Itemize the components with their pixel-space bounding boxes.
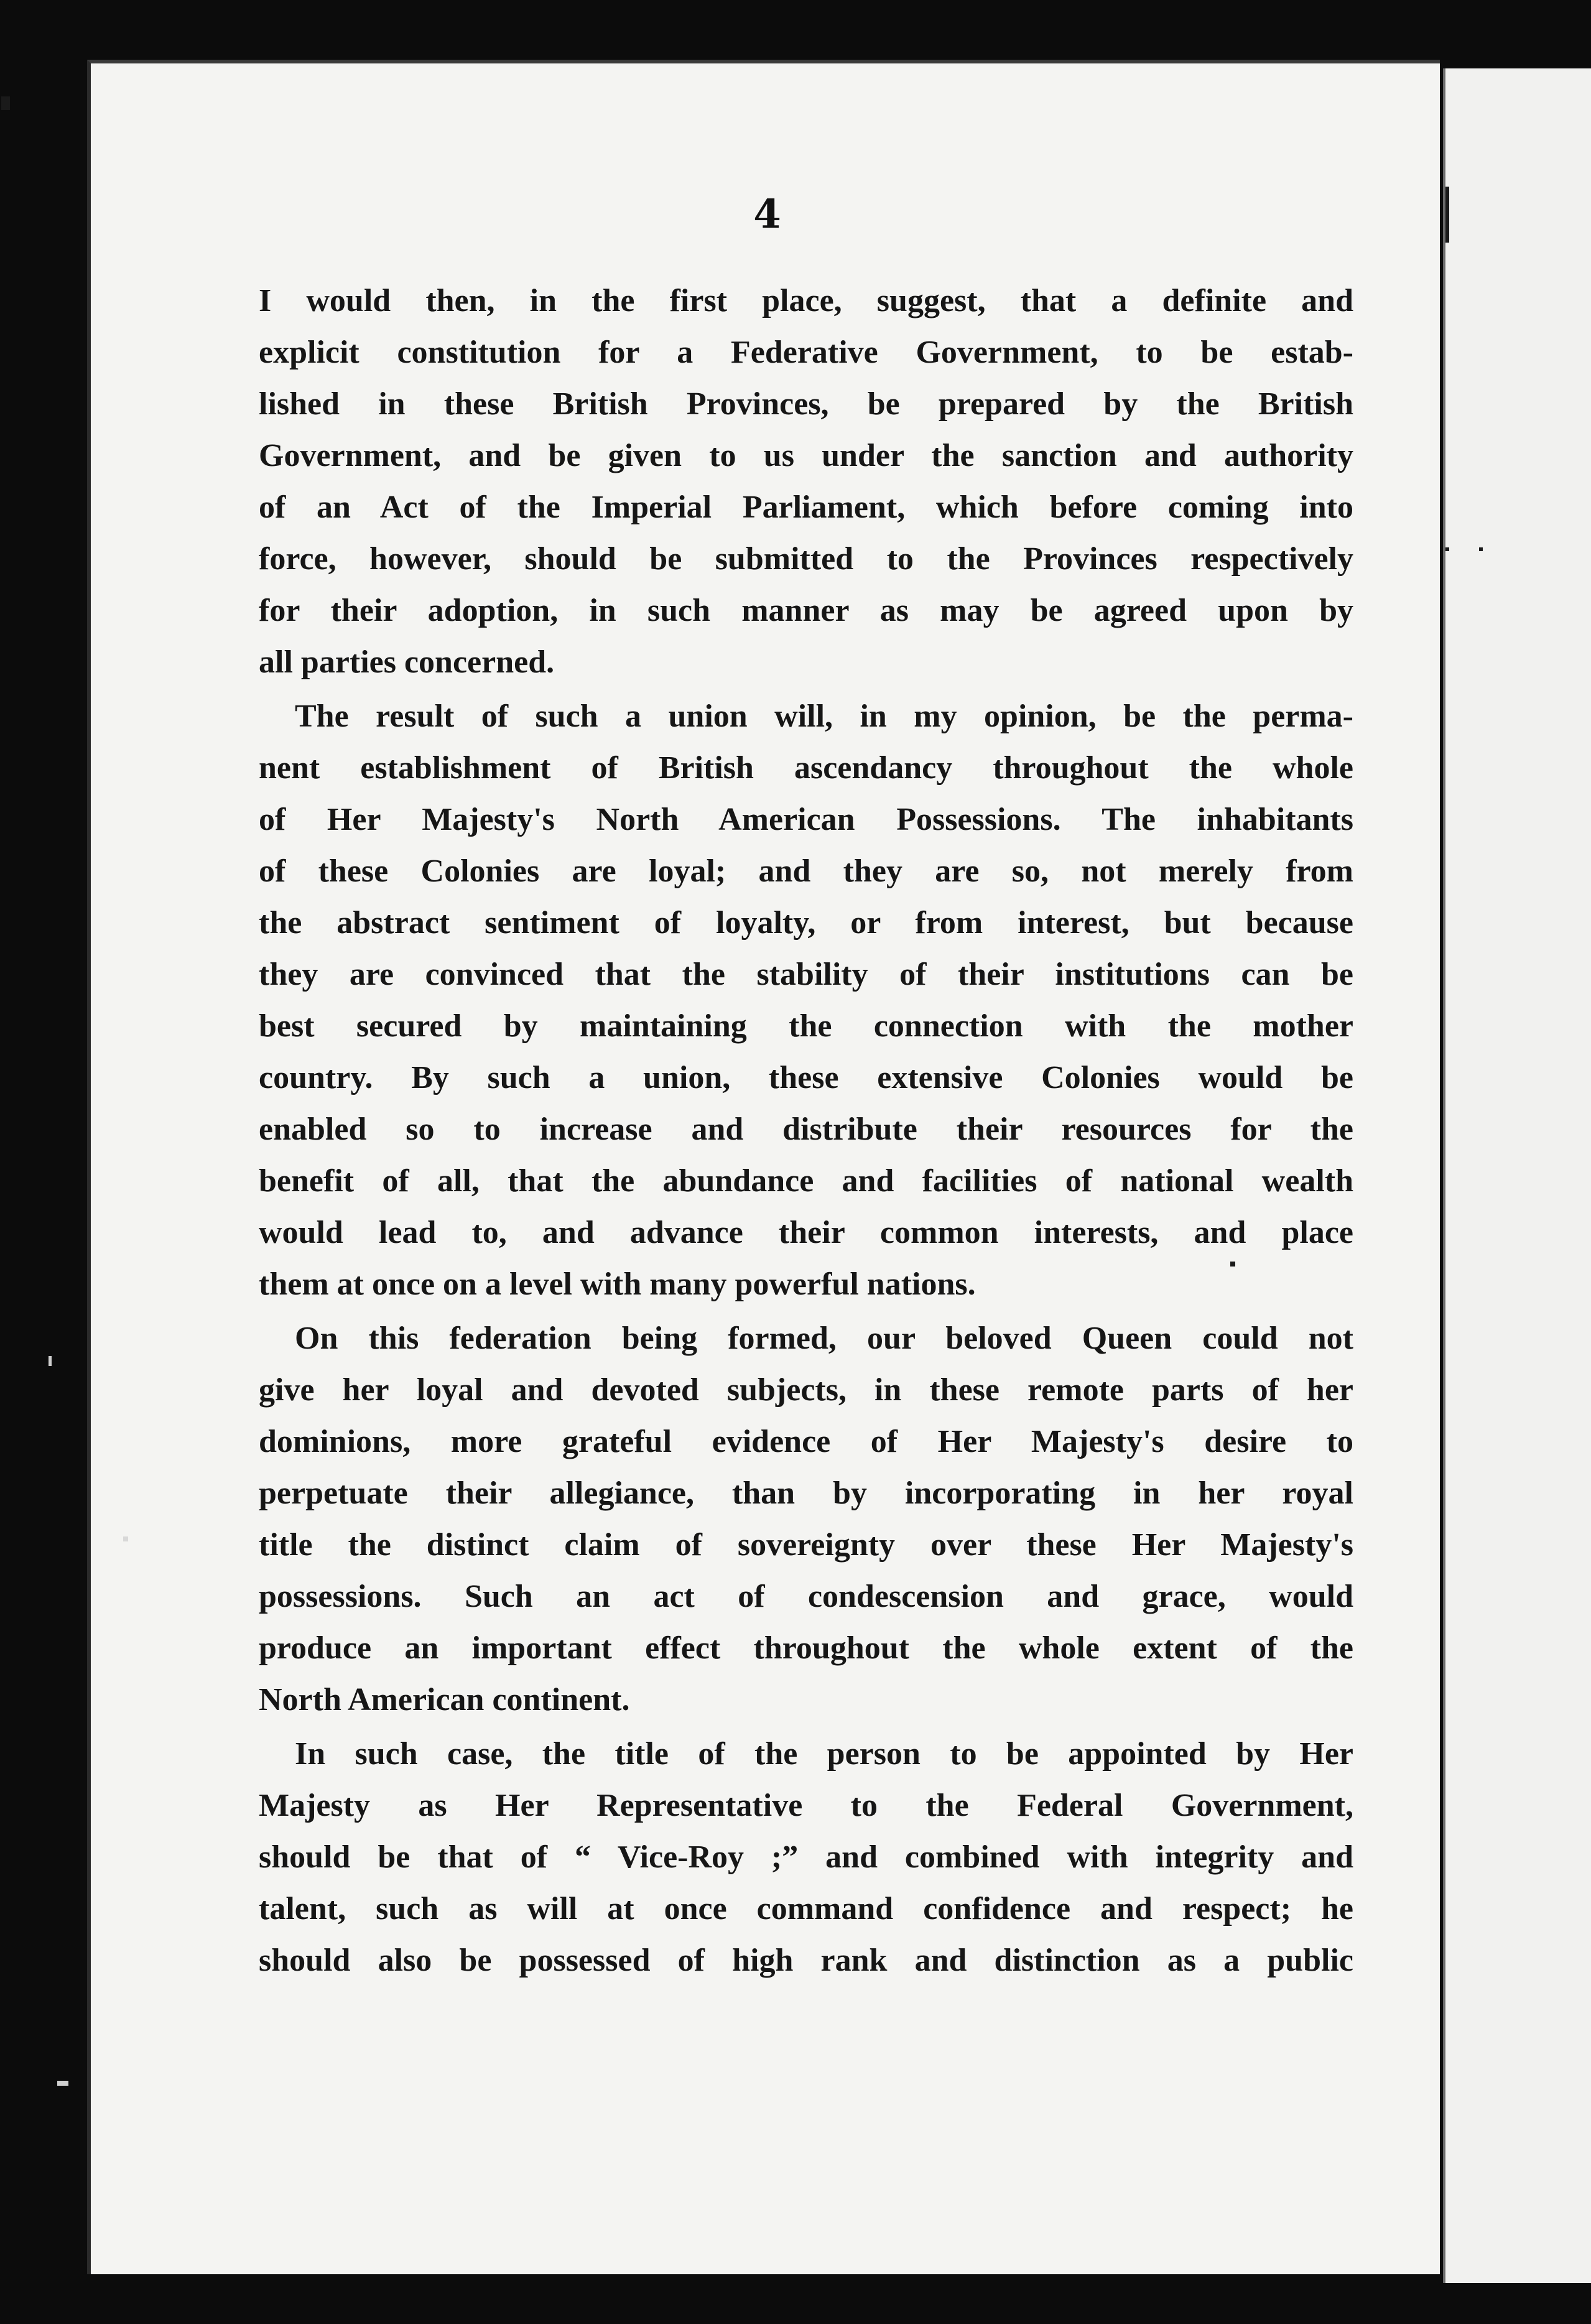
paragraph-2 (259, 690, 1353, 1310)
text-line: talent, such as will at once command confidence and respect; he (259, 1891, 1353, 1927)
text-line: perpetuate their allegiance, than by incorporating in her royal (259, 1476, 1353, 1511)
paragraph-1 (259, 275, 1353, 688)
text-line: In such case, the title of the person to be appointed by Her (295, 1736, 1353, 1772)
scan-speck (1, 96, 10, 110)
scan-speck (123, 1536, 128, 1541)
text-line: benefit of all, that the abundance and facilities of national wealth (259, 1163, 1353, 1199)
text-line: them at once on a level with many powerful nations. (259, 1267, 976, 1302)
text-line: they are convinced that the stability of their institutions can be (259, 957, 1353, 992)
text-line: of these Colonies are loyal; and they are so, not merely from (259, 853, 1353, 889)
scan-speck (57, 2081, 68, 2086)
paragraph-4 (259, 1728, 1353, 1986)
text-line: title the distinct claim of sovereignty over these Her Majesty's (259, 1527, 1353, 1563)
text-line: North American continent. (259, 1682, 630, 1717)
text-line: lished in these British Provinces, be prepared by the British (259, 386, 1353, 422)
text-line: produce an important effect throughout the whole extent of the (259, 1630, 1353, 1666)
text-line: I would then, in the first place, suggest, that a definite and (259, 283, 1353, 318)
text-line: should also be possessed of high rank and distinction as a public (259, 1943, 1353, 1978)
text-line: On this federation being formed, our beloved Queen could not (295, 1321, 1353, 1356)
page-number: 4 (753, 191, 781, 238)
scan-speck (49, 1356, 52, 1366)
facing-page-edge (1443, 68, 1591, 2283)
scan-speck (1230, 1262, 1235, 1267)
text-line: The result of such a union will, in my opinion, be the perma- (295, 699, 1353, 734)
scan-speck (1445, 547, 1449, 551)
text-line: should be that of “ Vice-Roy ;” and combined with integrity and (259, 1839, 1353, 1875)
book-page (87, 60, 1440, 2274)
scan-speck (1479, 547, 1483, 551)
text-line: possessions. Such an act of condescension and grace, would (259, 1579, 1353, 1614)
text-line: give her loyal and devoted subjects, in these remote parts of her (259, 1372, 1353, 1408)
text-line: Government, and be given to us under the sanction and authority (259, 438, 1353, 473)
text-line: for their adoption, in such manner as may be agreed upon by (259, 593, 1353, 628)
text-line: of Her Majesty's North American Possessions. The inhabitants (259, 802, 1353, 837)
text-line: nent establishment of British ascendancy throughout the whole (259, 750, 1353, 786)
text-line: explicit constitution for a Federative Government, to be estab- (259, 335, 1353, 370)
text-line: of an Act of the Imperial Parliament, which before coming into (259, 490, 1353, 525)
body-text (259, 275, 1353, 1989)
text-line: country. By such a union, these extensive Colonies would be (259, 1060, 1353, 1095)
text-line: Majesty as Her Representative to the Federal Government, (259, 1788, 1353, 1823)
text-line: best secured by maintaining the connection with the mother (259, 1008, 1353, 1044)
text-line: all parties concerned. (259, 644, 555, 680)
text-line: the abstract sentiment of loyalty, or from interest, but because (259, 905, 1353, 941)
text-line: enabled so to increase and distribute their resources for the (259, 1112, 1353, 1147)
scan-speck (1445, 187, 1449, 243)
text-line: would lead to, and advance their common interests, and place (259, 1215, 1353, 1250)
text-line: force, however, should be submitted to the Provinces respectively (259, 541, 1353, 577)
paragraph-3 (259, 1313, 1353, 1726)
text-line: dominions, more grateful evidence of Her Majesty's desire to (259, 1424, 1353, 1459)
